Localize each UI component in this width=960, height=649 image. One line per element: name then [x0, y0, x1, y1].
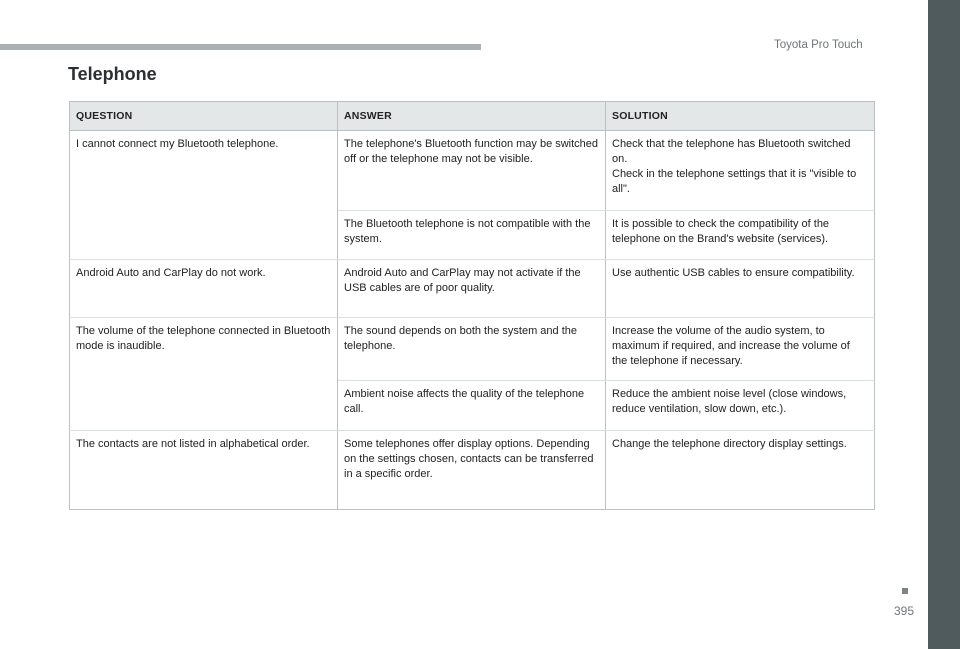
- column-header-question: QUESTION: [70, 102, 338, 131]
- page-title: Telephone: [68, 64, 157, 84]
- table-row: [70, 260, 875, 318]
- answer-cell: Ambient noise affects the quality of the telephone call.: [338, 381, 606, 431]
- header-title: Toyota Pro Touch: [774, 39, 863, 51]
- answer-cell: The telephone's Bluetooth function may be switched off or the telephone may not be visible.: [338, 131, 606, 211]
- solution-cell: Change the telephone directory display settings.: [606, 431, 875, 510]
- table-row: [70, 431, 875, 510]
- solution-cell: Use authentic USB cables to ensure compatibility.: [606, 260, 875, 318]
- column-header-solution: SOLUTION: [606, 102, 875, 131]
- question-cell: The contacts are not listed in alphabetical order.: [70, 431, 338, 510]
- header-rule: [0, 44, 481, 50]
- answer-cell: Android Auto and CarPlay may not activate if the USB cables are of poor quality.: [338, 260, 606, 318]
- section-marker: [902, 588, 908, 594]
- troubleshooting-table: [69, 101, 875, 510]
- answer-cell: Some telephones offer display options. Depending on the settings chosen, contacts can be transferred in a specific order.: [338, 431, 606, 510]
- column-header-answer: ANSWER: [338, 102, 606, 131]
- table-header-row: [70, 102, 875, 131]
- solution-cell: Increase the volume of the audio system, to maximum if required, and increase the volume of the telephone if necessary.: [606, 318, 875, 381]
- table-row: [70, 318, 875, 381]
- solution-cell: It is possible to check the compatibility of the telephone on the Brand's website (services).: [606, 211, 875, 260]
- solution-cell: Reduce the ambient noise level (close windows, reduce ventilation, slow down, etc.).: [606, 381, 875, 431]
- page-number: 395: [894, 604, 915, 618]
- question-cell: I cannot connect my Bluetooth telephone.: [70, 131, 338, 260]
- answer-cell: The Bluetooth telephone is not compatible with the system.: [338, 211, 606, 260]
- question-cell: Android Auto and CarPlay do not work.: [70, 260, 338, 318]
- table-row: [70, 131, 875, 211]
- question-cell: The volume of the telephone connected in Bluetooth mode is inaudible.: [70, 318, 338, 431]
- side-band: [928, 0, 960, 649]
- solution-cell: Check that the telephone has Bluetooth switched on. Check in the telephone settings that it is "visible to all".: [606, 131, 875, 211]
- answer-cell: The sound depends on both the system and the telephone.: [338, 318, 606, 381]
